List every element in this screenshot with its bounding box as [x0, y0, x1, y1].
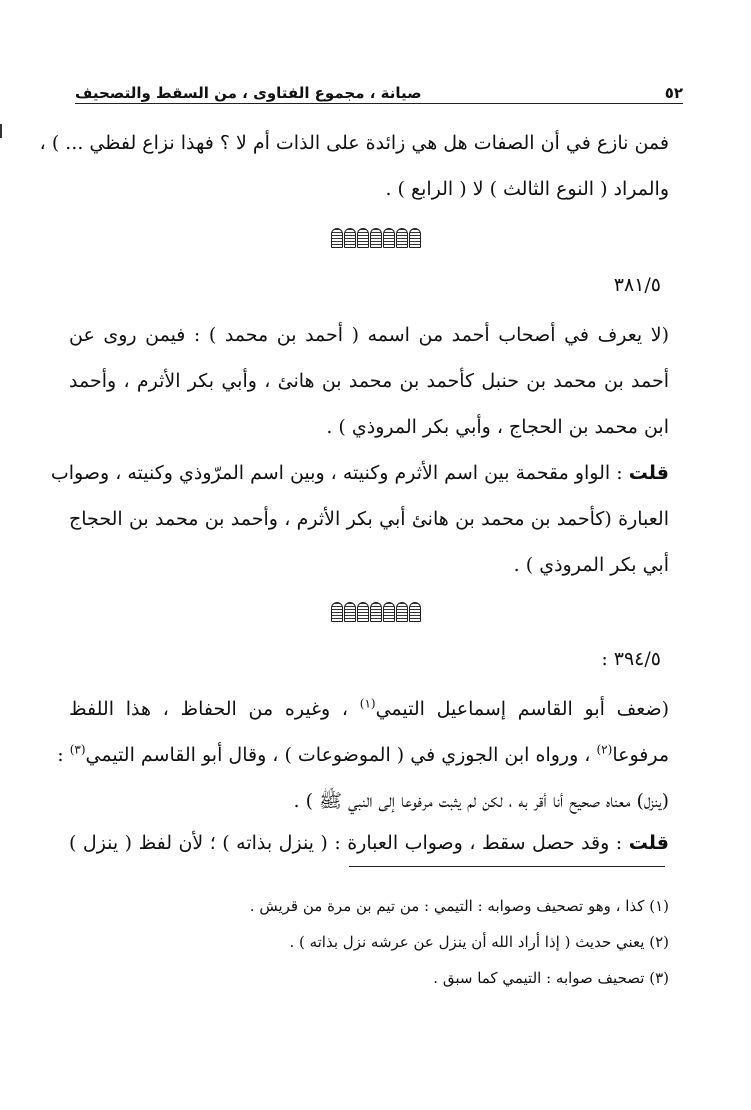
footnote-1: (١) كذا ، وهو تصحيف وصوابه : التيمي : من تيم بن مرة من قريش . [249, 897, 669, 915]
section1-qult-line-3: أبي بكر المروذي ) . [513, 554, 669, 576]
ornament-icon [370, 602, 382, 622]
footnote-2: (٢) يعني حديث ( إذا أراد الله أن ينزل عن عرشه نزل بذاته ) . [289, 933, 669, 951]
section-number-1: ٣٨١/٥ [613, 274, 661, 296]
s2-line2-b: ، ورواه ابن الجوزي في ( الموضوعات ) ، وقال أبو القاسم التيمي [85, 744, 591, 766]
ornament-icon [383, 228, 395, 248]
ornament-icon [344, 602, 356, 622]
section1-line-2: أحمد بن محمد بن حنبل كأحمد بن محمد بن هانئ ، وأبي بكر الأثرم ، وأحمد [69, 370, 669, 392]
qult-label: قلت [628, 462, 669, 484]
section-number-2: ٣٩٤/٥ : [601, 648, 661, 670]
section2-line-2 [57, 740, 669, 770]
footnote-3: (٣) تصحيف صوابه : التيمي كما سبق . [433, 969, 669, 987]
ornament-icon [409, 602, 421, 622]
ornament-separator-2 [0, 602, 751, 626]
section1-line-1: (لا يعرف في أصحاب أحمد من اسمه ( أحمد بن محمد ) : فيمن روى عن [69, 324, 669, 346]
s2-line2-a: مرفوعا [612, 744, 669, 766]
footnote-ref-3: (٣) [69, 742, 86, 757]
ornament-separator-1 [0, 228, 751, 252]
s2-line1-a: (ضعف أبو القاسم إسماعيل التيمي [375, 698, 669, 720]
footnote-rule [349, 866, 665, 867]
footnote-ref-2: (٢) [596, 742, 613, 757]
section2-line-3: (ينزل) معناه صحيح أنا أقر به ، لكن لم يثبت مرفوعا إلى النبي ﷺ ) . [293, 790, 669, 812]
ornament-icon [331, 228, 343, 248]
s2-line2-c: : [57, 744, 64, 766]
ornament-icon [344, 228, 356, 248]
section2-qult-line-1 [69, 828, 669, 858]
section1-qult-line-1 [50, 458, 669, 488]
qult-text: : وقد حصل سقط ، وصواب العبارة : ( ينزل بذاته ) ؛ لأن لفظ ( ينزل ) [69, 832, 623, 854]
intro-line-2: والمراد ( النوع الثالث ) لا ( الرابع ) . [385, 178, 669, 200]
qult-label: قلت [628, 832, 669, 854]
ornament-icon [370, 228, 382, 248]
s2-line1-b: ، وغيره من الحفاظ ، هذا اللفظ [69, 698, 349, 720]
scan-margin-mark [0, 124, 2, 138]
ornament-icon [396, 602, 408, 622]
section1-qult-line-2: العبارة (كأحمد بن محمد بن هانئ أبي بكر الأثرم ، وأحمد بن محمد بن الحجاج [69, 508, 669, 530]
qult-text: : الواو مقحمة بين اسم الأثرم وكنيته ، وبين اسم المرّوذي وكنيته ، وصواب [50, 462, 623, 484]
header-rule [75, 103, 683, 104]
ornament-icon [331, 602, 343, 622]
section2-line-1 [69, 694, 669, 724]
running-header [75, 76, 683, 102]
running-title: صيانة ، مجموع الفتاوى ، من السقط والتصحيف [75, 84, 422, 102]
footnote-ref-1: (١) [359, 696, 376, 711]
page-number: ٥٢ [664, 84, 683, 102]
section1-line-3: ابن محمد بن الحجاج ، وأبي بكر المروذي ) . [326, 416, 669, 438]
ornament-icon [357, 602, 369, 622]
ornament-icon [357, 228, 369, 248]
ornament-icon [409, 228, 421, 248]
intro-line-1: فمن نازع في أن الصفات هل هي زائدة على الذات أم لا ؟ فهذا نزاع لفظي ... ) ، [39, 132, 669, 154]
ornament-icon [383, 602, 395, 622]
ornament-icon [396, 228, 408, 248]
